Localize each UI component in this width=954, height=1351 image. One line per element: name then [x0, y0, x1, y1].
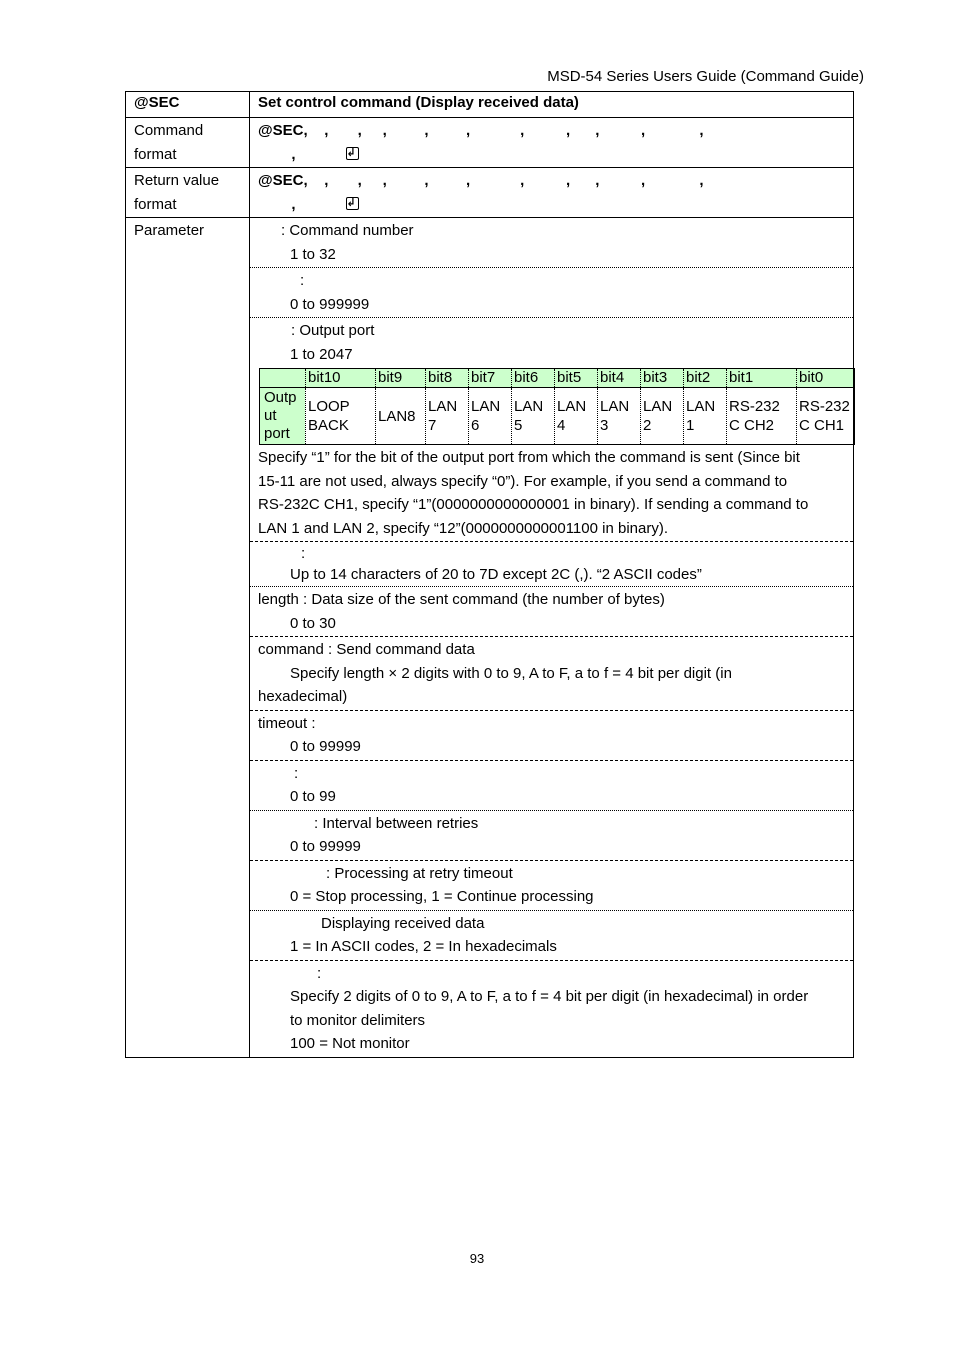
- bit-label: bit8: [426, 369, 469, 388]
- bit-label: bit7: [469, 369, 512, 388]
- bit-label: bit6: [512, 369, 555, 388]
- command-format: @SEC, , , , , , , , , , , , ↲: [250, 118, 854, 168]
- command-name: @SEC: [126, 92, 250, 118]
- param-timeout: timeout : 0 to 99999: [250, 710, 853, 760]
- output-port-row-label: Outp ut port: [260, 388, 306, 445]
- return-format-row: [126, 168, 854, 218]
- bit-label: bit3: [641, 369, 684, 388]
- enter-key-icon: [346, 197, 359, 210]
- bit-number-row: [260, 369, 855, 388]
- bit-label: bit10: [306, 369, 376, 388]
- page-number: 93: [469, 1251, 485, 1266]
- port-name: LAN 1: [684, 388, 727, 445]
- param-command: command : Send command data Specify length × 2 digits with 0 to 9, A to F, a to f = 4 bit per digit (in hexadecimal): [250, 636, 853, 710]
- bit-label: bit0: [797, 369, 855, 388]
- param-retry-interval: : Interval between retries 0 to 99999: [250, 810, 853, 860]
- param-output-port: : Output port 1 to 2047: [250, 317, 853, 367]
- parameter-row: [126, 218, 854, 1058]
- param-display-received-data: Displaying received data 1 = In ASCII codes, 2 = In hexadecimals: [250, 910, 853, 960]
- output-port-note: Specify “1” for the bit of the output port from which the command is sent (Since bit 15-11 are not used, always specify “0”). For example, if you send a command to RS-232C CH1, specify “1”(0000000000000001 in binary). If sending a command to LAN 1 and LAN 2, specify “12”(0000000000001100 in binary).: [258, 449, 809, 537]
- enter-key-icon: [346, 147, 359, 160]
- output-port-bit-table: [259, 368, 855, 445]
- port-name: LAN 4: [555, 388, 598, 445]
- running-header: MSD-54 Series Users Guide (Command Guide): [547, 68, 864, 85]
- port-name: LOOP BACK: [306, 388, 376, 445]
- command-format-label: Command format: [126, 118, 250, 168]
- command-spec-table: [125, 91, 854, 1058]
- param-length: length : Data size of the sent command (the number of bytes) 0 to 30: [250, 586, 853, 636]
- port-name: LAN 3: [598, 388, 641, 445]
- param-4: : Up to 14 characters of 20 to 7D except 2C (,). “2 ASCII codes”: [250, 541, 853, 586]
- return-format-label: Return value format: [126, 168, 250, 218]
- port-name: LAN 6: [469, 388, 512, 445]
- param-retry-timeout: : Processing at retry timeout 0 = Stop processing, 1 = Continue processing: [250, 860, 853, 910]
- command-format-row: [126, 118, 854, 168]
- command-format-line1: @SEC, , , , , , , , , , ,: [258, 122, 704, 139]
- param-7: : 0 to 99: [250, 760, 853, 810]
- port-name: LAN 7: [426, 388, 469, 445]
- port-name: LAN8: [376, 388, 426, 445]
- bit-label: bit2: [684, 369, 727, 388]
- bit-label: bit5: [555, 369, 598, 388]
- bit-label: bit4: [598, 369, 641, 388]
- port-name: LAN 2: [641, 388, 684, 445]
- port-name: LAN 5: [512, 388, 555, 445]
- param-2: : 0 to 999999: [250, 267, 853, 317]
- port-name: RS-232 C CH1: [797, 388, 855, 445]
- return-format-line1: @SEC, , , , , , , , , , ,: [258, 172, 704, 189]
- return-format: @SEC, , , , , , , , , , , , ↲: [250, 168, 854, 218]
- bit-label: bit9: [376, 369, 426, 388]
- port-name-row: [260, 388, 855, 445]
- parameter-label: Parameter: [126, 218, 250, 1058]
- port-name: RS-232 C CH2: [727, 388, 797, 445]
- parameter-list: [250, 218, 854, 1058]
- table-header-row: [126, 92, 854, 118]
- command-title: Set control command (Display received data): [250, 92, 854, 118]
- param-delimiter: : Specify 2 digits of 0 to 9, A to F, a to f = 4 bit per digit (in hexadecimal) in order to monitor delimiters 100 = Not monitor: [250, 960, 853, 1057]
- bit-label: bit1: [727, 369, 797, 388]
- param-command-number: : Command number 1 to 32: [281, 222, 414, 263]
